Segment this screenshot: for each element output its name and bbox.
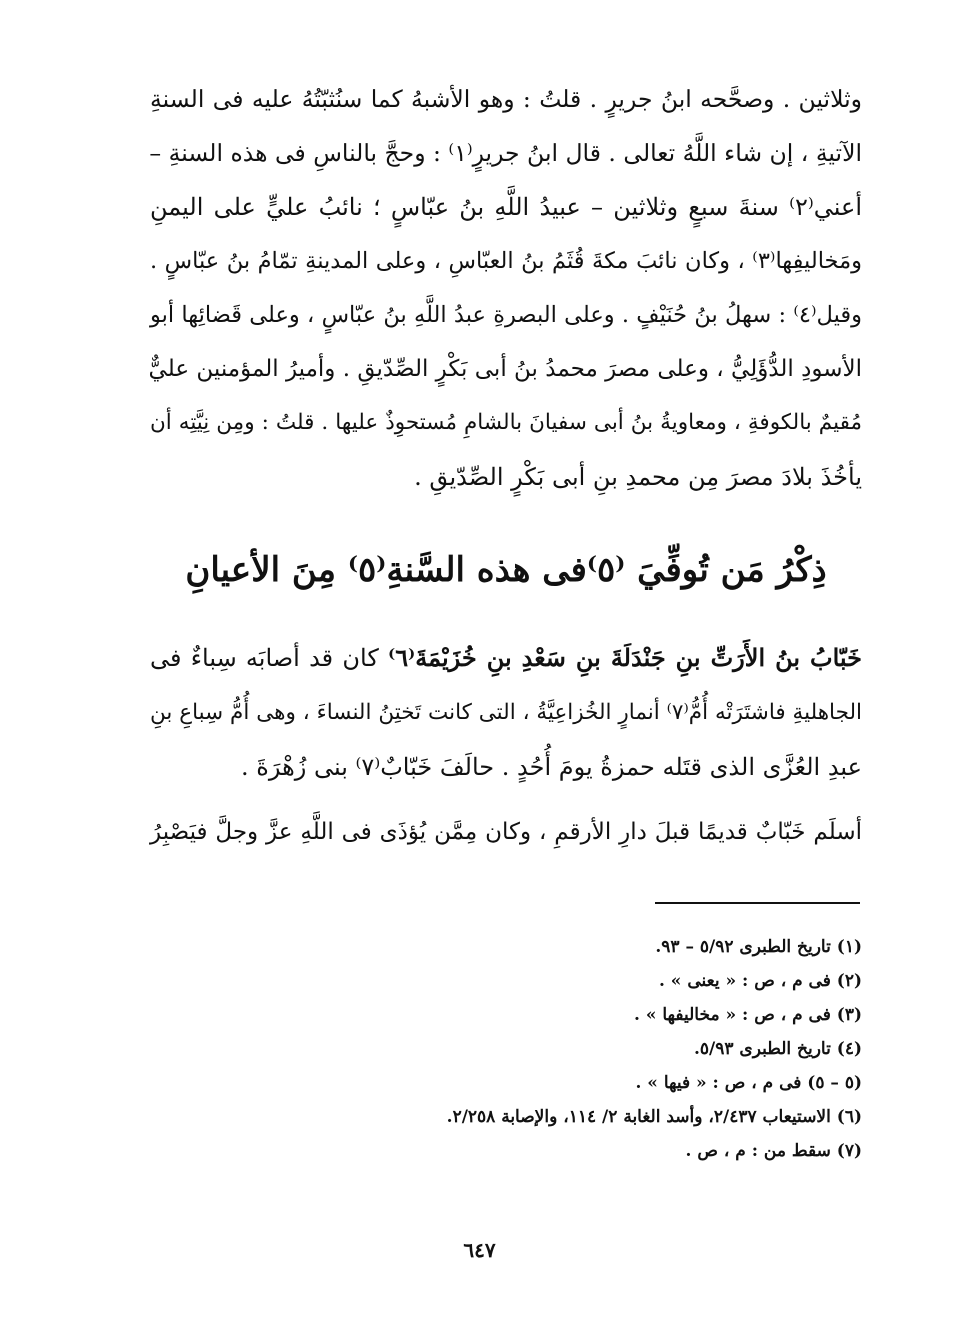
text-line: أسلَم خَبّابٌ قديمًا قبلَ دارِ الأرقمِ ، وكان مِمَّن يُؤذَى فى اللَّهِ عزَّ وجلَّ فيَصْبِرُ [150,819,862,845]
text-line: ومَخاليفِها⁽٣⁾ ، وكان نائبَ مكةَ قُثَمُ بنُ العبّاسِ ، وعلى المدينةِ تمّامُ بنُ عبّاسٍ . [150,248,862,274]
body-paragraph-2 [150,630,862,795]
footnote: (١) تاريخ الطبرى ٥/٩٢ – ٩٣. [655,937,862,957]
footnotes [330,930,862,1168]
text-line: وثلاثين . وصحَّحه ابنُ جريرٍ . قلتُ : وهو الأشبهُ كما سنُثبّتُهُ عليه فى السنةِ [150,85,862,113]
text-line: يأخُذَ بلادَ مصرَ مِن محمدِ بنِ أبى بَكْرٍ الصِّدّيقِ . [414,463,862,491]
footnote: (٦) الاستيعاب ٢/٤٣٧، وأسد الغابة ٢/ ١١٤، والإصابة ٢/٢٥٨. [446,1107,862,1127]
text-line: أعني⁽٢⁾ سنةَ سبعٍ وثلاثين – عبيدُ اللَّهِ بنُ عبّاسٍ ؛ نائبُ عليٍّ على اليمنِ [150,193,862,221]
page-number: ٦٤٧ [463,1238,496,1262]
text-line: الأسودِ الدُّؤَلِيُّ ، وعلى مصرَ محمدُ بنُ أبى بَكْرٍ الصِّدّيقِ . وأميرُ المؤمنين عليٌّ [148,356,862,382]
text-run: كان قد أصابَه سِباءٌ فى [150,644,389,672]
person-name: خَبّابُ بنُ الأَرَتِّ بنِ جَنْدَلَةَ بنِ سَعْدِ بنِ خُزَيْمَةَ⁽٦⁾ [388,643,863,672]
section-heading: ذِكْرُ مَن تُوفِّيَ ⁽٥⁾فى هذه السَّنةِ⁽٥⁾ مِنَ الأعيانِ [185,550,827,590]
text-line: مُقيمٌ بالكوفةِ ، ومعاويةُ بنُ أبى سفيانَ بالشامِ مُستحوِذٌ عليها . قلتُ : ومِن نِيَّتِه أن [150,410,862,435]
text-line: وقيل⁽٤⁾ : سهلُ بنُ حُنَيْفٍ . وعلى البصرةِ عبدُ اللَّهِ بنُ عبّاسٍ ، وعلى قَضائِها أبو [150,302,862,328]
text-line [150,630,862,685]
footnote: (٥ – ٥) فى م ، ص : « فيها » . [635,1073,862,1093]
footnote: (٤) تاريخ الطبرى ٥/٩٣. [693,1039,862,1059]
text-line: عبدِ العُزَّى الذى قتَله حمزةُ يومَ أُحُدٍ . حالَفَ خَبّابٌ⁽٧⁾ بنى زُهْرَةَ . [241,753,862,781]
text-line: الجاهليةِ فاشتَرَتْه أُمُّ⁽٧⁾ أنمارٍ الخُزاعِيَّةُ ، التى كانت تَختِنُ النساءَ ، وهى أُمُّ سِباعِ بنِ [150,700,862,725]
footnote-separator [655,902,860,904]
text-line: الآتيةِ ، إن شاء اللَّهُ تعالى . قال ابنُ جريرٍ⁽١⁾ : وحجَّ بالناسِ فى هذه السنةِ – [149,139,862,167]
footnote: (٣) فى م ، ص : « مخاليفها » . [634,1005,862,1025]
body-paragraph-3 [150,805,862,860]
footnote: (٧) سقط من : م ، ص . [685,1141,862,1161]
footnote: (٢) فى م ، ص : « يعنى » . [658,971,862,991]
body-paragraph-1 [150,72,862,504]
